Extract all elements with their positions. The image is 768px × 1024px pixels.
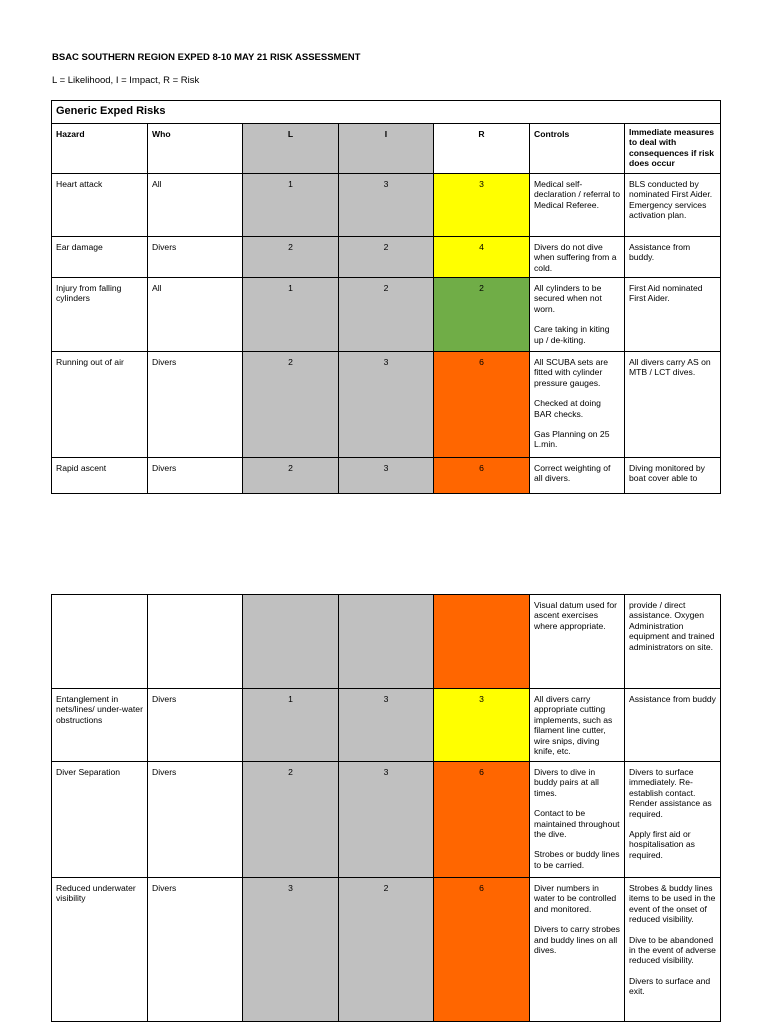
risk-legend: L = Likelihood, I = Impact, R = Risk — [52, 75, 200, 86]
immediate-measures-cell — [625, 689, 721, 762]
impact-cell: 2 — [339, 878, 434, 1022]
immediate-measures-cell — [625, 595, 721, 689]
risk-score-cell: 2 — [434, 278, 530, 352]
who-cell: All — [148, 174, 243, 237]
control-text: Checked at doing BAR checks. — [534, 398, 601, 419]
likelihood-cell: 2 — [243, 458, 339, 494]
who-cell: Divers — [148, 878, 243, 1022]
controls-cell — [530, 595, 625, 689]
control-text: Diver numbers in water to be controlled and monitored. — [534, 883, 617, 914]
immediate-measures-cell — [625, 174, 721, 237]
impact-cell: 2 — [339, 237, 434, 278]
risk-table-page-2 — [51, 594, 721, 1022]
who-cell: Divers — [148, 689, 243, 762]
immediate-measure-text: Assistance from buddy. — [629, 242, 691, 263]
hazard-cell: Injury from falling cylinders — [52, 278, 148, 352]
control-text: All cylinders to be secured when not worn. — [534, 283, 602, 314]
impact-cell: 3 — [339, 689, 434, 762]
table-row — [52, 278, 721, 352]
immediate-measures-cell — [625, 237, 721, 278]
header-impact: I — [339, 124, 434, 174]
immediate-measure-text: BLS conducted by nominated First Aider. Emergency services activation plan. — [629, 179, 713, 221]
risk-score-cell: 6 — [434, 878, 530, 1022]
header-controls: Controls — [530, 124, 625, 174]
risk-score-cell — [434, 595, 530, 689]
header-hazard: Hazard — [52, 124, 148, 174]
table-row — [52, 237, 721, 278]
table-row — [52, 458, 721, 494]
impact-cell: 3 — [339, 762, 434, 878]
control-text: Divers do not dive when suffering from a cold. — [534, 242, 617, 273]
header-immediate-measures: Immediate measures to deal with consequences if risk does occur — [625, 124, 721, 174]
immediate-measure-text: Diving monitored by boat cover able to — [629, 463, 705, 484]
document-title: BSAC SOUTHERN REGION EXPED 8-10 MAY 21 RISK ASSESSMENT — [52, 52, 361, 63]
control-text: All SCUBA sets are fitted with cylinder pressure gauges. — [534, 357, 609, 388]
hazard-cell: Heart attack — [52, 174, 148, 237]
likelihood-cell: 2 — [243, 352, 339, 458]
impact-cell: 3 — [339, 174, 434, 237]
control-text: Medical self-declaration / referral to Medical Referee. — [534, 179, 620, 210]
header-likelihood: L — [243, 124, 339, 174]
table-row — [52, 352, 721, 458]
control-text: Divers to dive in buddy pairs at all times. — [534, 767, 599, 798]
likelihood-cell: 3 — [243, 878, 339, 1022]
immediate-measure-text: All divers carry AS on MTB / LCT dives. — [629, 357, 711, 378]
immediate-measures-cell — [625, 458, 721, 494]
table-row — [52, 762, 721, 878]
immediate-measure-text: Dive to be abandoned in the event of adverse reduced visibility. — [629, 934, 716, 966]
likelihood-cell: 1 — [243, 278, 339, 352]
section-title: Generic Exped Risks — [52, 101, 721, 124]
immediate-measure-text: provide / direct assistance. Oxygen Administration equipment and trained administrators on site. — [629, 600, 715, 652]
control-text: Gas Planning on 25 L.min. — [534, 429, 610, 450]
likelihood-cell: 2 — [243, 762, 339, 878]
who-cell: Divers — [148, 458, 243, 494]
risk-score-cell: 6 — [434, 762, 530, 878]
likelihood-cell: 1 — [243, 689, 339, 762]
table-row — [52, 689, 721, 762]
risk-rows — [52, 174, 721, 494]
immediate-measures-cell — [625, 352, 721, 458]
risk-score-cell: 3 — [434, 689, 530, 762]
section-title-row — [52, 101, 721, 124]
immediate-measures-cell — [625, 878, 721, 1022]
hazard-cell: Ear damage — [52, 237, 148, 278]
controls-cell — [530, 278, 625, 352]
risk-score-cell: 3 — [434, 174, 530, 237]
controls-cell — [530, 174, 625, 237]
hazard-cell: Reduced underwater visibility — [52, 878, 148, 1022]
immediate-measure-text: First Aid nominated First Aider. — [629, 283, 703, 304]
risk-score-cell: 6 — [434, 352, 530, 458]
control-text: Contact to be maintained throughout the dive. — [534, 808, 620, 840]
immediate-measure-text: Divers to surface immediately. Re-establish contact. Render assistance as required. — [629, 767, 712, 819]
header-risk: R — [434, 124, 530, 174]
immediate-measure-text: Apply first aid or hospitalisation as required. — [629, 829, 695, 860]
who-cell — [148, 595, 243, 689]
header-row — [52, 124, 721, 174]
likelihood-cell: 1 — [243, 174, 339, 237]
controls-cell — [530, 689, 625, 762]
control-text: Strobes or buddy lines to be carried. — [534, 849, 620, 870]
controls-cell — [530, 878, 625, 1022]
control-text: Care taking in kiting up / de-kiting. — [534, 324, 610, 345]
hazard-cell — [52, 595, 148, 689]
likelihood-cell — [243, 595, 339, 689]
hazard-cell: Entanglement in nets/lines/ under-water obstructions — [52, 689, 148, 762]
immediate-measure-text: Strobes & buddy lines items to be used in the event of the onset of reduced visibility. — [629, 883, 716, 925]
table-row — [52, 878, 721, 1022]
table-row — [52, 595, 721, 689]
controls-cell — [530, 762, 625, 878]
control-text: Correct weighting of all divers. — [534, 463, 611, 484]
controls-cell — [530, 458, 625, 494]
hazard-cell: Rapid ascent — [52, 458, 148, 494]
risk-table-page-1 — [51, 100, 721, 494]
controls-cell — [530, 352, 625, 458]
hazard-cell: Running out of air — [52, 352, 148, 458]
control-text: Divers to carry strobes and buddy lines on all dives. — [534, 924, 620, 956]
risk-score-cell: 4 — [434, 237, 530, 278]
table-row — [52, 174, 721, 237]
impact-cell: 2 — [339, 278, 434, 352]
likelihood-cell: 2 — [243, 237, 339, 278]
who-cell: All — [148, 278, 243, 352]
immediate-measures-cell — [625, 762, 721, 878]
immediate-measure-text: Divers to surface and exit. — [629, 975, 711, 997]
risk-score-cell: 6 — [434, 458, 530, 494]
control-text: Visual datum used for ascent exercises where appropriate. — [534, 600, 617, 631]
risk-rows-continued — [52, 595, 721, 1022]
hazard-cell: Diver Separation — [52, 762, 148, 878]
control-text: All divers carry appropriate cutting implements, such as filament line cutter, wire snips, diving knife, etc. — [534, 694, 613, 757]
impact-cell — [339, 595, 434, 689]
header-who: Who — [148, 124, 243, 174]
who-cell: Divers — [148, 762, 243, 878]
who-cell: Divers — [148, 237, 243, 278]
impact-cell: 3 — [339, 352, 434, 458]
who-cell: Divers — [148, 352, 243, 458]
immediate-measure-text: Assistance from buddy — [629, 694, 716, 704]
controls-cell — [530, 237, 625, 278]
impact-cell: 3 — [339, 458, 434, 494]
immediate-measures-cell — [625, 278, 721, 352]
